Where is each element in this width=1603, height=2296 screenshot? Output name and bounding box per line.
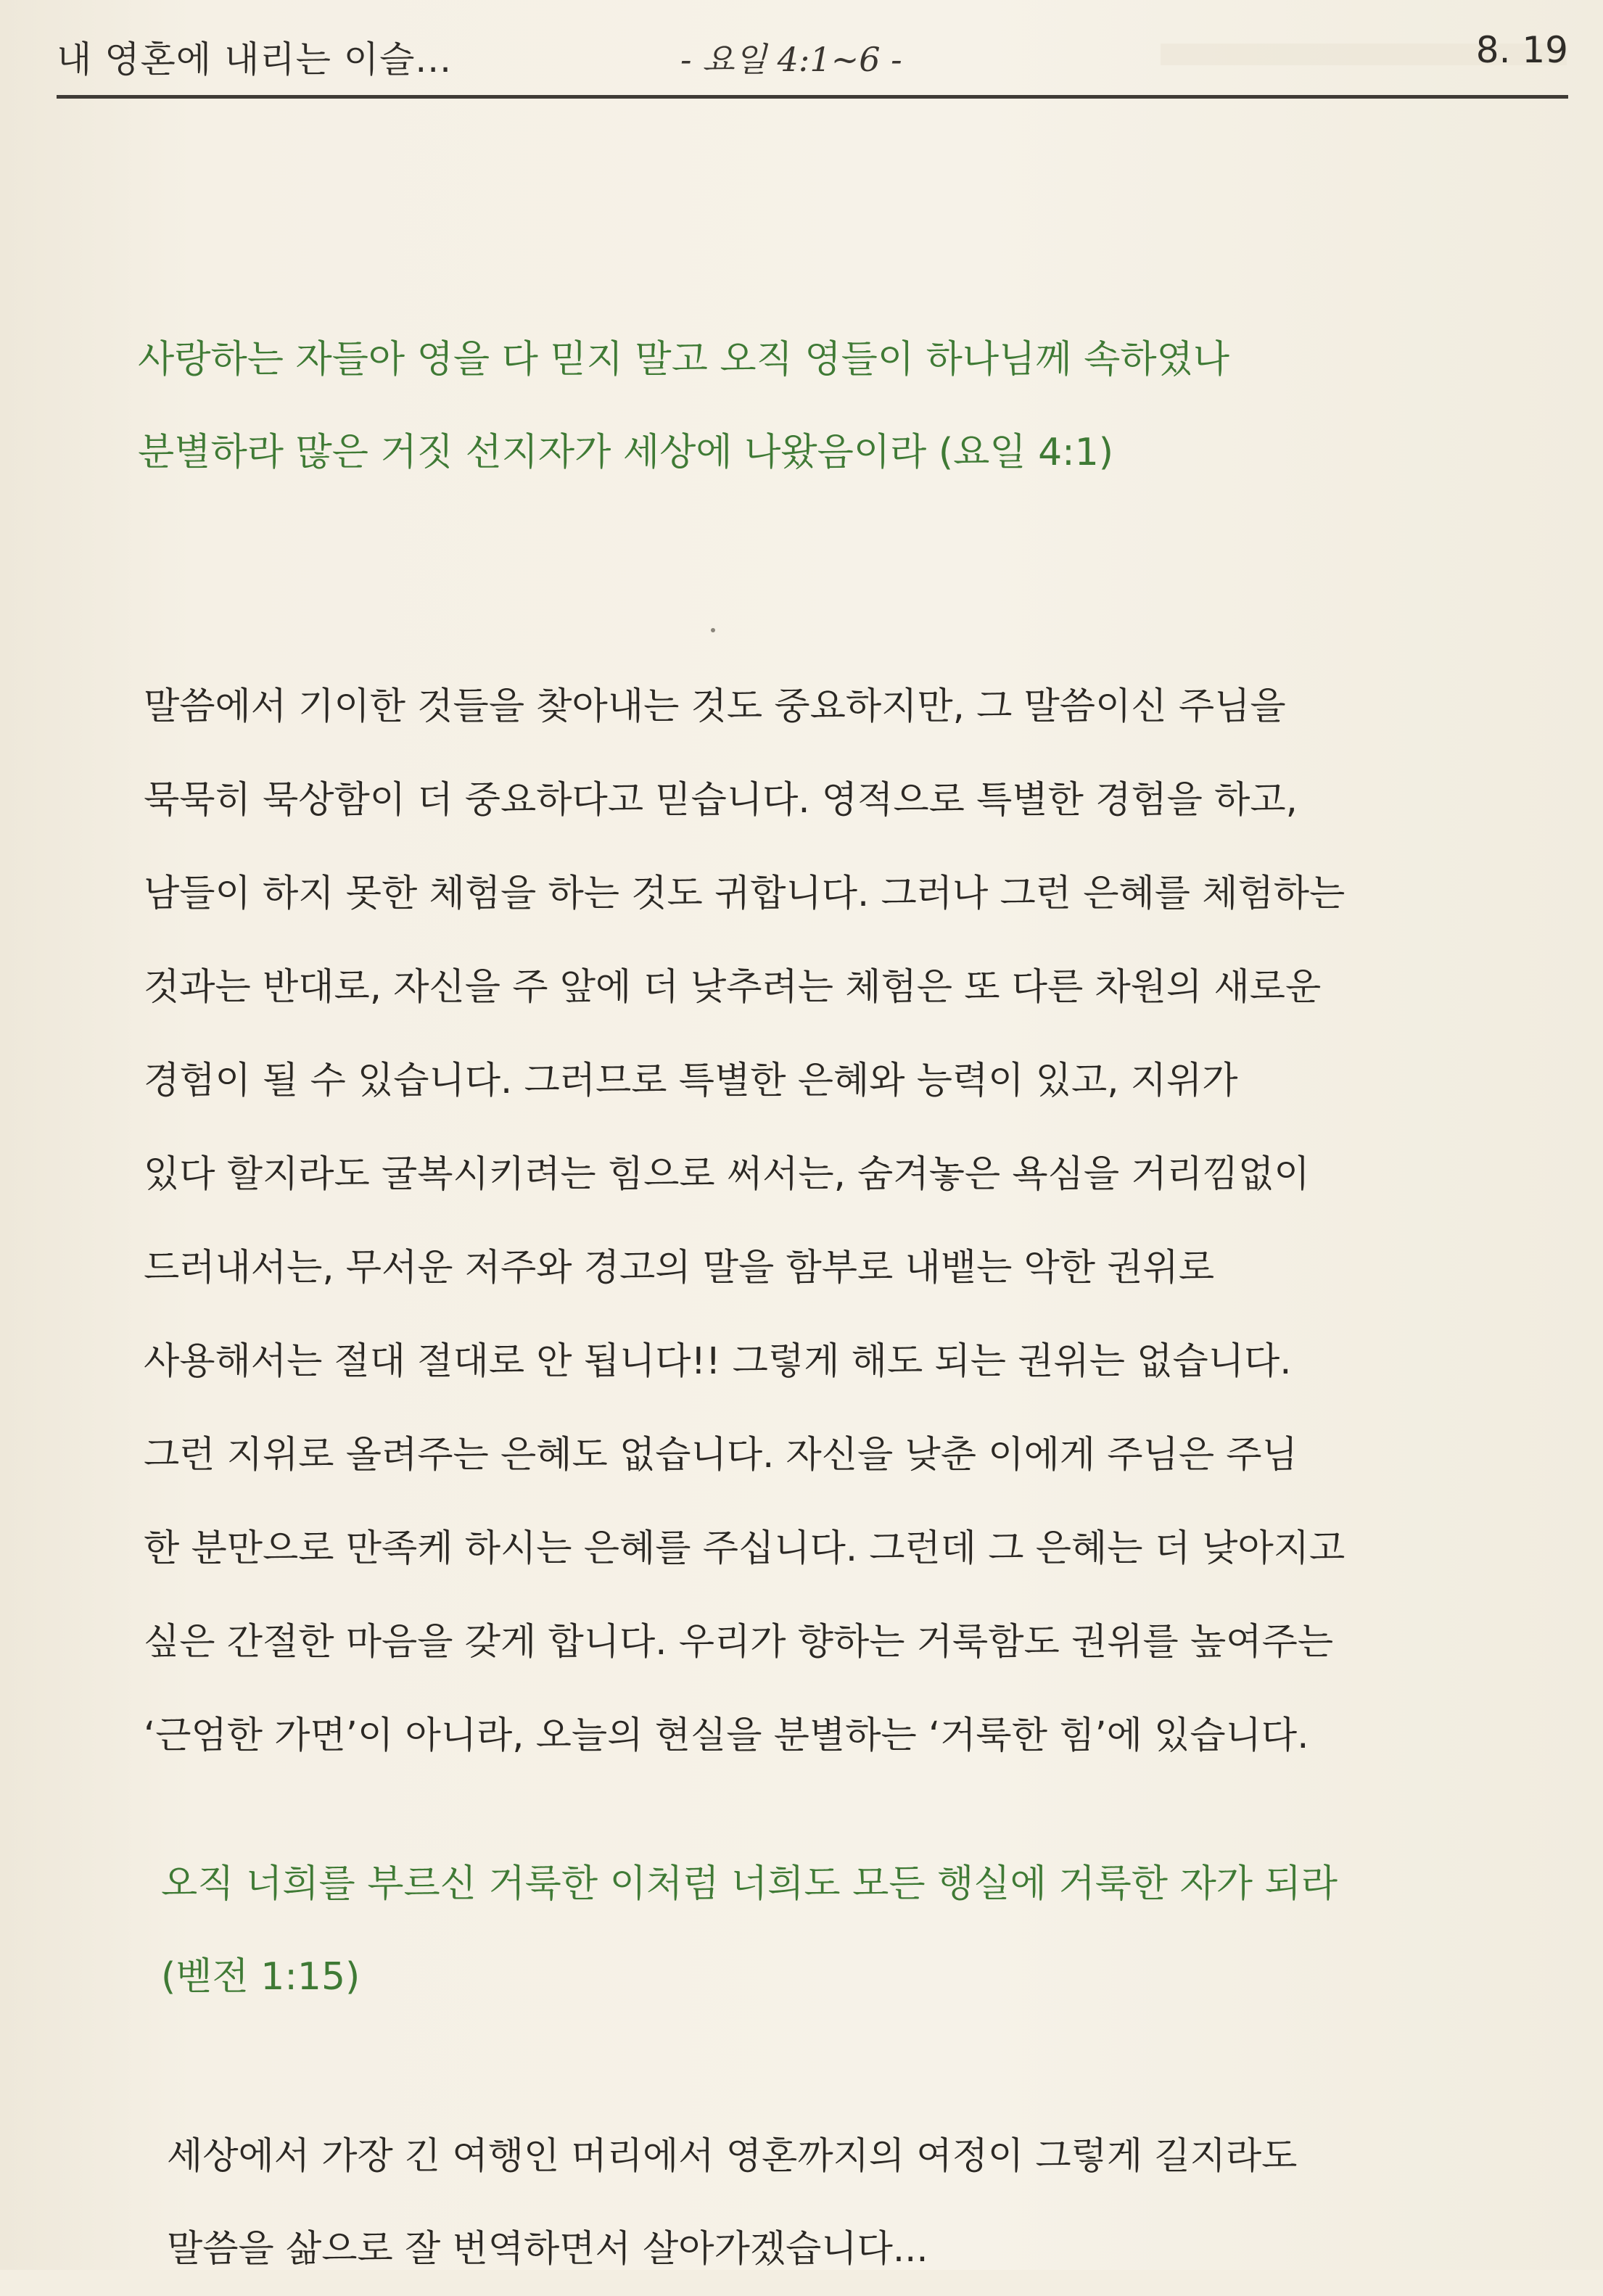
body-line: 싶은 간절한 마음을 갖게 합니다. 우리가 향하는 거룩함도 권위를 높여주는 xyxy=(144,1621,1334,1664)
passage-reference: - 요일 4:1~6 - xyxy=(680,40,902,79)
body-line: 말씀에서 기이한 것들을 찾아내는 것도 중요하지만, 그 말씀이신 주님을 xyxy=(144,685,1286,728)
page-date: 8. 19 xyxy=(1475,29,1568,71)
paper-speck xyxy=(711,628,715,632)
devotional-body xyxy=(144,660,1345,1783)
scripture-verse-top xyxy=(138,313,1229,499)
body-line: 남들이 하지 못한 체험을 하는 것도 귀합니다. 그러나 그런 은혜를 체험하는 xyxy=(144,872,1346,915)
body-line: 경험이 될 수 있습니다. 그러므로 특별한 은혜와 능력이 있고, 지위가 xyxy=(144,1060,1238,1102)
body-line: 있다 할지라도 굴복시키려는 힘으로 써서는, 숨겨놓은 욕심을 거리낌없이 xyxy=(144,1153,1310,1196)
verse-line: 사랑하는 자들아 영을 다 믿지 말고 오직 영들이 하나님께 속하였나 xyxy=(138,338,1230,381)
body-line: 것과는 반대로, 자신을 주 앞에 더 낮추려는 체험은 또 다른 차원의 새로운 xyxy=(144,966,1322,1009)
body-line: 드러내서는, 무서운 저주와 경고의 말을 함부로 내뱉는 악한 권위로 xyxy=(144,1247,1215,1289)
book-title: 내 영혼에 내리는 이슬... xyxy=(57,38,453,80)
closing-line: 세상에서 가장 긴 여행인 머리에서 영혼까지의 여정이 그렇게 길지라도 xyxy=(167,2135,1298,2178)
running-header xyxy=(57,22,1568,94)
body-line: 묵묵히 묵상함이 더 중요하다고 믿습니다. 영적으로 특별한 경험을 하고, xyxy=(144,779,1298,822)
closing-line: 말씀을 삶으로 잘 번역하면서 살아가겠습니다... xyxy=(167,2228,928,2271)
body-line: 한 분만으로 만족케 하시는 은혜를 주십니다. 그런데 그 은혜는 더 낮아지고 xyxy=(144,1527,1346,1570)
header-divider xyxy=(57,95,1568,99)
verse-line: 오직 너희를 부르신 거룩한 이처럼 너희도 모든 행실에 거룩한 자가 되라 xyxy=(161,1862,1338,1906)
body-line: 그런 지위로 올려주는 은혜도 없습니다. 자신을 낮춘 이에게 주님은 주님 xyxy=(144,1434,1298,1477)
verse-line: (벧전 1:15) xyxy=(161,1955,360,1999)
closing-prayer xyxy=(167,2110,1297,2296)
body-line: 사용해서는 절대 절대로 안 됩니다!! 그렇게 해도 되는 권위는 없습니다. xyxy=(144,1340,1292,1383)
scripture-verse-bottom xyxy=(161,1838,1338,2023)
body-line: ‘근엄한 가면’이 아니라, 오늘의 현실을 분별하는 ‘거룩한 힘’에 있습니다. xyxy=(144,1714,1309,1757)
verse-line: 분별하라 많은 거짓 선지자가 세상에 나왔음이라 (요일 4:1) xyxy=(138,431,1114,474)
